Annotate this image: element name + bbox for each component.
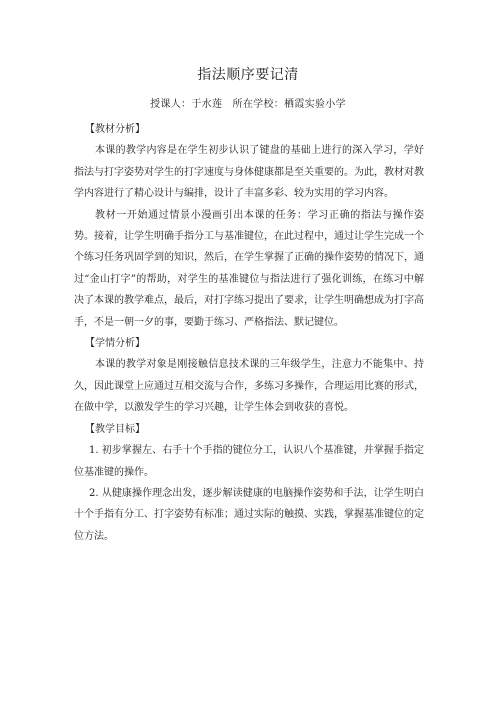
document-title: 指法顺序要记清 <box>197 67 299 83</box>
document-body <box>74 119 424 547</box>
section-heading-learners: 【学情分析】 <box>85 338 145 350</box>
section-heading-materials: 【教材分析】 <box>85 124 145 135</box>
materials-paragraph-2: 教材一开始通过情景小漫画引出本课的任务：学习正确的指法与操作姿势。接着，让学生明确手指分工与基准键位，在此过程中，通过让学生完成一个个练习任务巩固学到的知识，然后，在学生掌握了正确的操作姿势的情况下，通过“金山打字”的帮助，对学生的基准键位与指法进行了强化训练，在练习中解决了本课的教学难点，最后，对打字练习提出了要求，让学生明确想成为打字高手，不是一朝一夕的事，要勤于练习、严格指法、默记键位。 <box>74 209 424 328</box>
section-heading-goals: 【教学目标】 <box>85 423 145 435</box>
materials-paragraph-1: 本课的教学内容是在学生初步认识了键盘的基础上进行的深入学习，学好指法与打字姿势对学生的打字速度与身体健康都是至关重要的。为此，教材对教学内容进行了精心设计与编排，设计了丰富多彩、较为实用的学习内容。 <box>74 145 424 200</box>
goal-item-1: 1. 初步掌握左、右手十个手指的键位分工，认识八个基准键，并掌握手指定位基准键的操作。 <box>74 445 424 478</box>
document-byline: 授课人：于水莲 所在学校：栖霞实验小学 <box>150 99 346 110</box>
goal-item-2: 2. 从健康操作理念出发，逐步解读健康的电脑操作姿势和手法，让学生明白十个手指有分工、打字姿势有标准；通过实际的触摸、实践，掌握基准键位的定位方法。 <box>74 487 424 542</box>
learners-paragraph-1: 本课的教学对象是刚接触信息技术课的三年级学生，注意力不能集中、持久，因此课堂上应通过互相交流与合作，多练习多操作，合理运用比赛的形式，在做中学，以激发学生的学习兴趣，让学生体会到收获的喜悦。 <box>74 359 424 414</box>
